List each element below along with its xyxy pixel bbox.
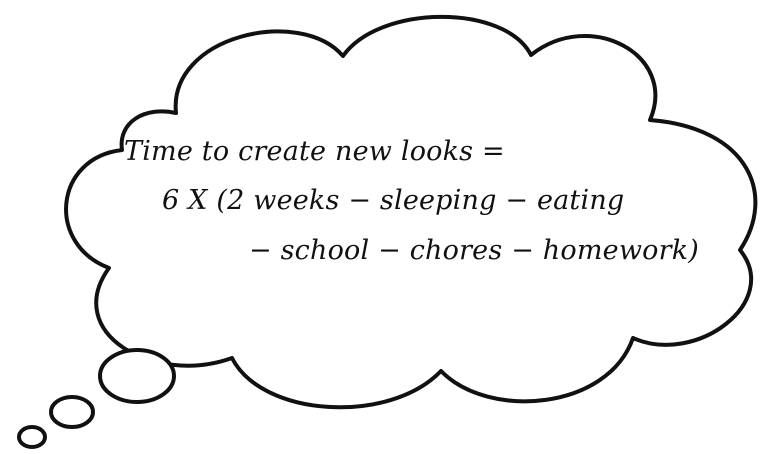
equation-line-2: 6 X (2 weeks − sleeping − eating [162,185,625,216]
thought-bubble-small [19,427,45,447]
thought-bubble-large [100,350,174,402]
equation-line-1: Time to create new looks = [124,136,505,167]
equation-line-3: − school − chores − homework) [249,235,699,266]
thought-bubble-medium [51,397,93,427]
